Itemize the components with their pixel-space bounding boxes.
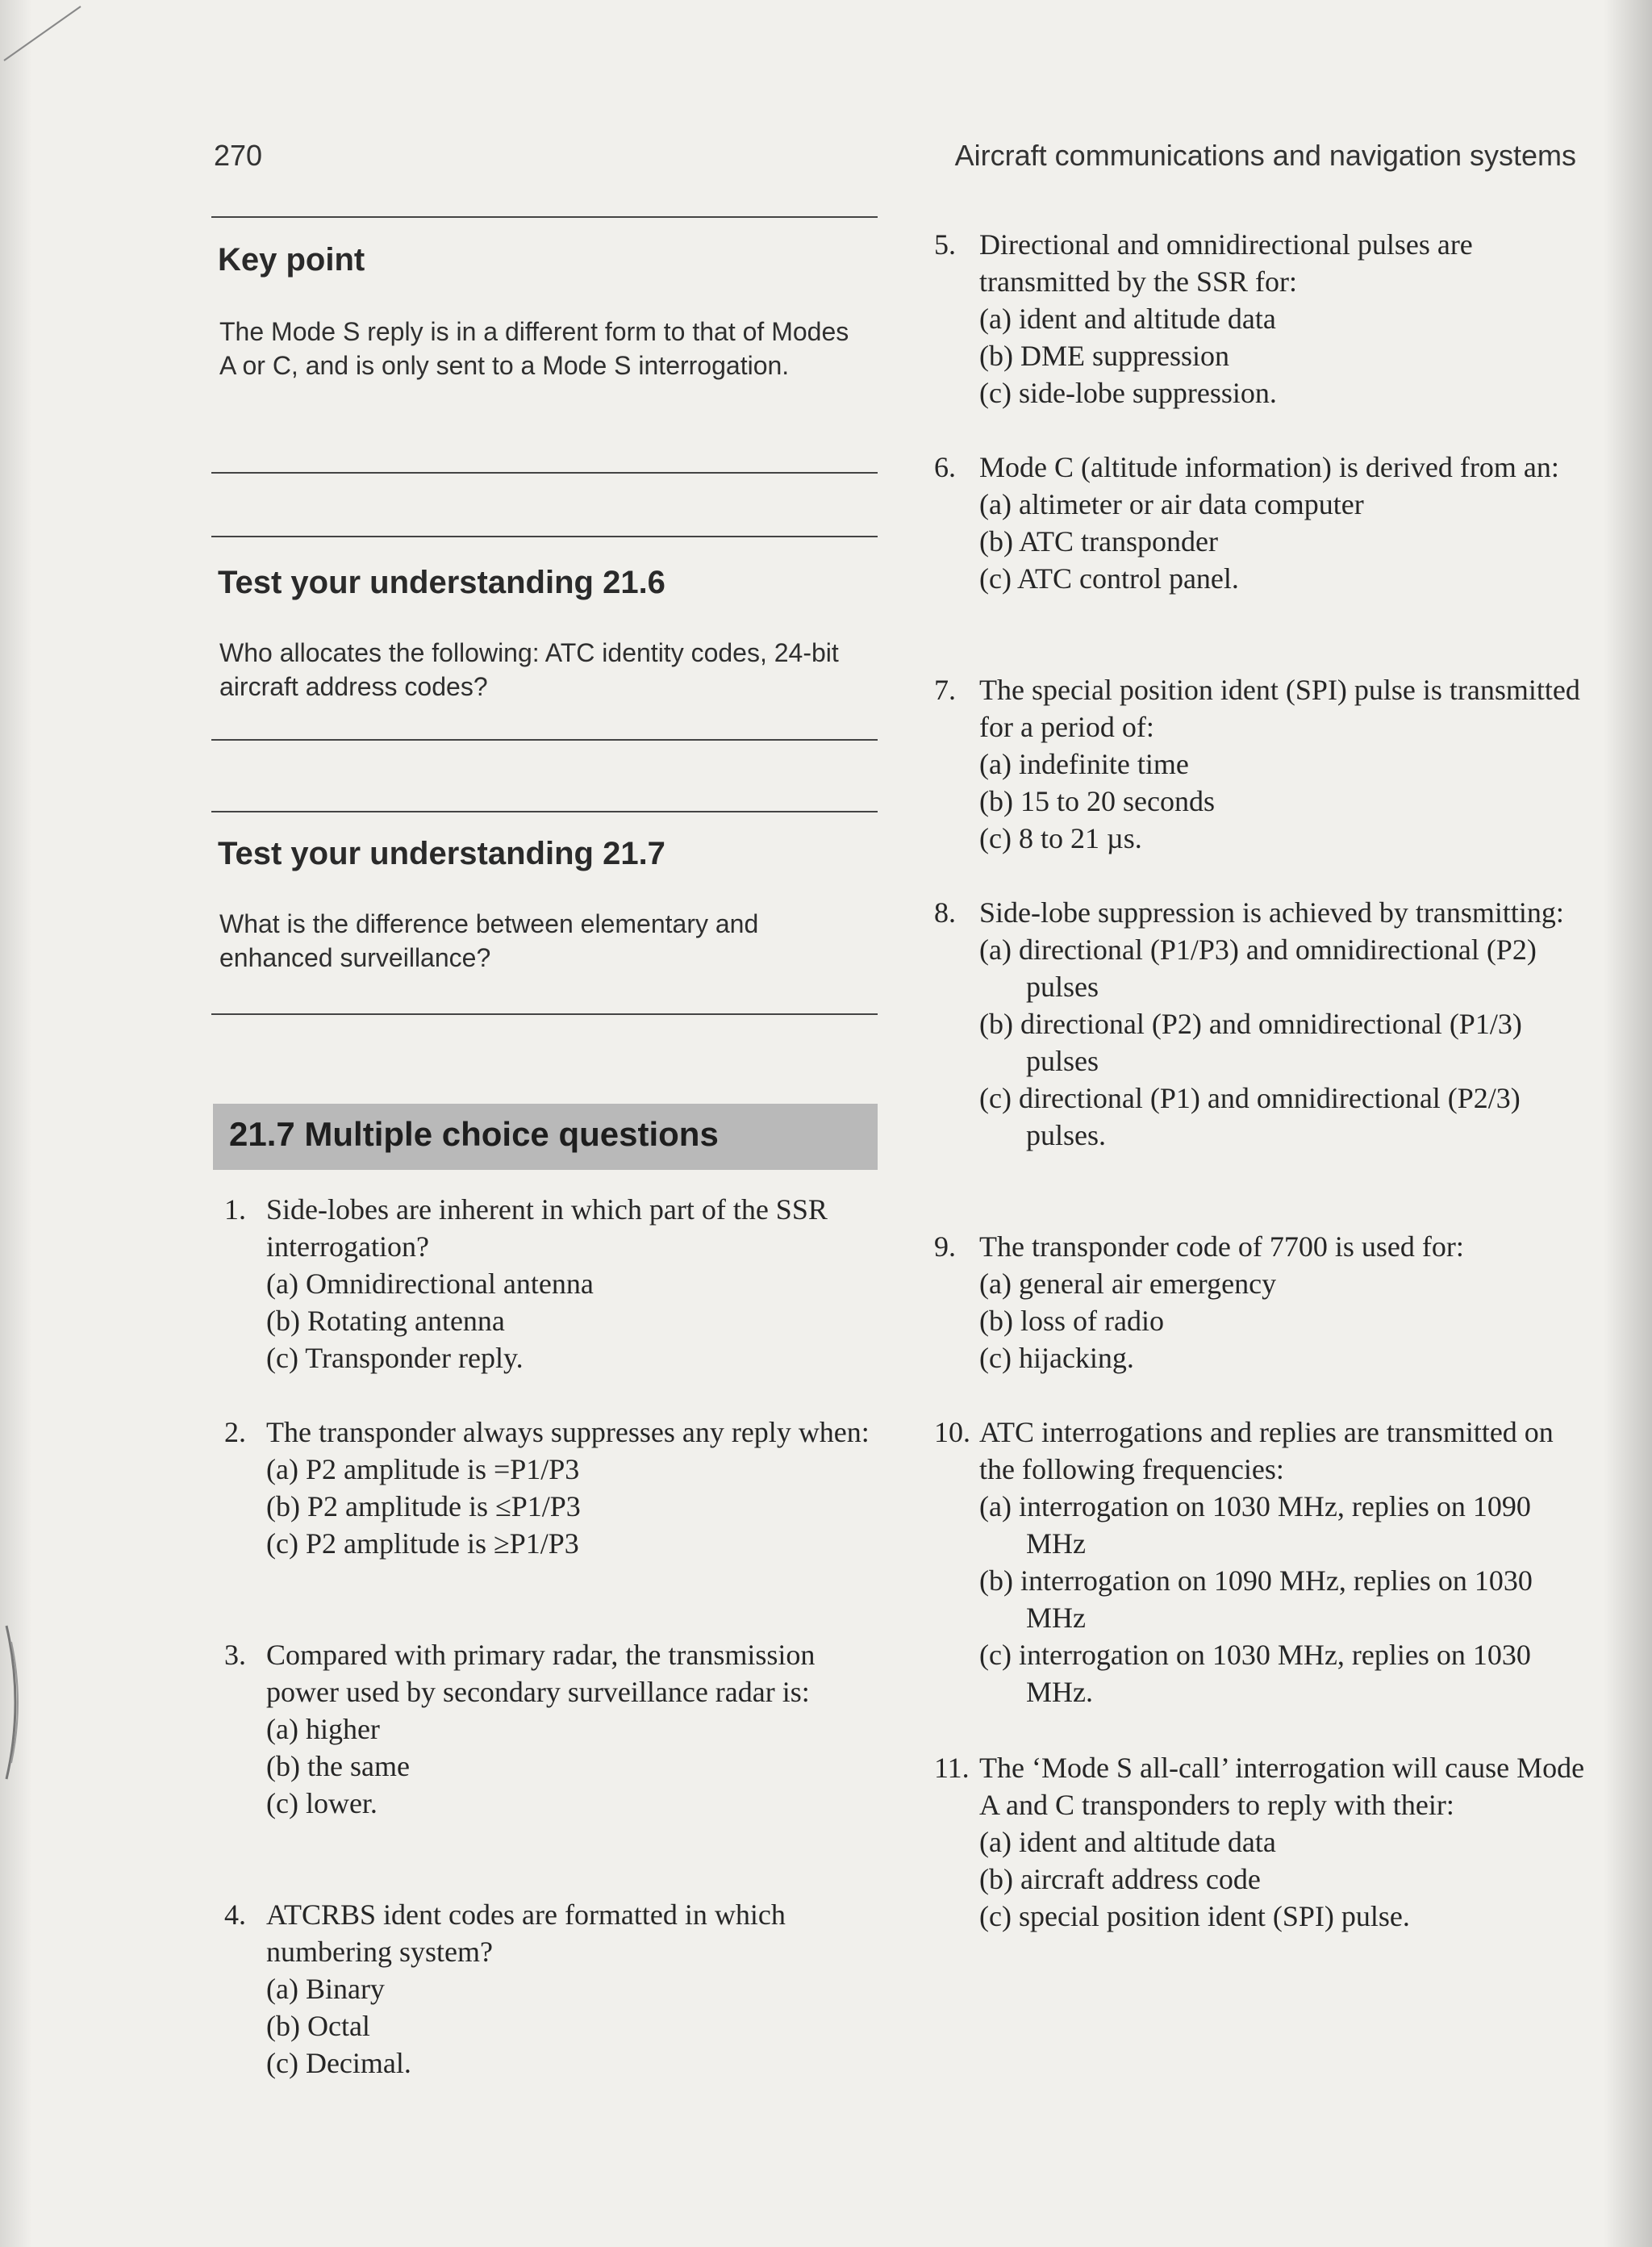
question-option-c: (c) 8 to 21 µs. (979, 822, 1142, 854)
question-number: 9. (934, 1230, 956, 1263)
question-7 (934, 671, 1596, 857)
question-option-b: (b) ATC transponder (979, 525, 1218, 558)
question-option-c: (c) interrogation on 1030 MHz, replies on 1030 MHz. (979, 1639, 1531, 1708)
question-2 (224, 1414, 870, 1562)
tyu-21-6-top-rule (211, 536, 878, 537)
question-option-a: (a) Binary (266, 1973, 385, 2005)
page-shadow-left (0, 0, 32, 2247)
question-8 (934, 894, 1596, 1154)
question-5 (934, 226, 1596, 411)
question-number: 11. (934, 1752, 970, 1784)
question-option-c: (c) ATC control panel. (979, 562, 1239, 595)
question-option-b: (b) P2 amplitude is ≤P1/P3 (266, 1490, 581, 1522)
running-title: Aircraft communications and navigation systems (954, 139, 1576, 172)
question-stem: Side-lobes are inherent in which part of the SSR interrogation? (266, 1193, 828, 1263)
question-number: 4. (224, 1898, 246, 1931)
question-option-a: (a) altimeter or air data computer (979, 488, 1364, 520)
question-stem: Compared with primary radar, the transmission power used by secondary surveillance radar is: (266, 1639, 816, 1708)
question-option-b: (b) Rotating antenna (266, 1305, 505, 1337)
question-stem: Directional and omnidirectional pulses are transmitted by the SSR for: (979, 228, 1473, 298)
question-stem: Side-lobe suppression is achieved by transmitting: (979, 896, 1564, 929)
question-option-a: (a) higher (266, 1713, 380, 1745)
tyu-21-6-bottom-rule (211, 739, 878, 741)
library-stamp-mark (0, 1618, 32, 1787)
corner-scratch-mark (0, 0, 97, 97)
question-option-b: (b) DME suppression (979, 340, 1229, 372)
question-number: 10. (934, 1416, 970, 1448)
question-number: 8. (934, 896, 956, 929)
question-option-c: (c) side-lobe suppression. (979, 377, 1277, 409)
question-11 (934, 1749, 1596, 1935)
question-stem: The transponder always suppresses any reply when: (266, 1416, 870, 1448)
question-number: 3. (224, 1639, 246, 1671)
question-option-c: (c) hijacking. (979, 1342, 1134, 1374)
tyu-21-6-title: Test your understanding 21.6 (218, 565, 665, 600)
question-option-b: (b) interrogation on 1090 MHz, replies on 1030 MHz (979, 1564, 1533, 1634)
question-option-c: (c) directional (P1) and omnidirectional (P2/3) pulses. (979, 1082, 1521, 1151)
tyu-21-7-bottom-rule (211, 1013, 878, 1015)
key-point-bottom-rule (211, 472, 878, 474)
tyu-21-6-body: Who allocates the following: ATC identity codes, 24-bit aircraft address codes? (219, 638, 839, 701)
page-number: 270 (214, 139, 263, 172)
tyu-21-7-title: Test your understanding 21.7 (218, 836, 665, 871)
question-option-b: (b) Octal (266, 2010, 370, 2042)
question-6 (934, 449, 1596, 597)
question-9 (934, 1228, 1596, 1376)
question-number: 1. (224, 1193, 246, 1226)
question-stem: The transponder code of 7700 is used for: (979, 1230, 1464, 1263)
question-option-a: (a) interrogation on 1030 MHz, replies on 1090 MHz (979, 1490, 1531, 1560)
question-option-b: (b) aircraft address code (979, 1863, 1261, 1895)
question-option-c: (c) lower. (266, 1787, 378, 1819)
question-option-c: (c) P2 amplitude is ≥P1/P3 (266, 1527, 579, 1560)
question-option-a: (a) indefinite time (979, 748, 1189, 780)
question-stem: ATCRBS ident codes are formatted in which numbering system? (266, 1898, 786, 1968)
question-number: 6. (934, 451, 956, 483)
question-option-a: (a) directional (P1/P3) and omnidirectional (P2) pulses (979, 933, 1537, 1003)
question-option-b: (b) directional (P2) and omnidirectional (P1/3) pulses (979, 1008, 1522, 1077)
question-option-a: (a) Omnidirectional antenna (266, 1268, 594, 1300)
question-stem: The special position ident (SPI) pulse is transmitted for a period of: (979, 674, 1580, 743)
question-1 (224, 1191, 870, 1376)
question-option-c: (c) Transponder reply. (266, 1342, 524, 1374)
page-shadow-spine (1604, 0, 1652, 2247)
question-option-b: (b) loss of radio (979, 1305, 1164, 1337)
question-option-a: (a) general air emergency (979, 1268, 1277, 1300)
question-option-c: (c) Decimal. (266, 2047, 411, 2079)
question-option-a: (a) ident and altitude data (979, 303, 1276, 335)
key-point-body: The Mode S reply is in a different form to that of Modes A or C, and is only sent to a Mode S interrogation. (219, 317, 849, 380)
key-point-top-rule (211, 216, 878, 218)
section-heading-text: 21.7 Multiple choice questions (229, 1115, 719, 1153)
question-10 (934, 1414, 1596, 1710)
question-option-a: (a) P2 amplitude is =P1/P3 (266, 1453, 580, 1485)
question-number: 2. (224, 1416, 246, 1448)
question-stem: Mode C (altitude information) is derived from an: (979, 451, 1559, 483)
question-option-a: (a) ident and altitude data (979, 1826, 1276, 1858)
question-4 (224, 1896, 870, 2082)
key-point-title: Key point (218, 242, 365, 278)
section-heading (213, 1104, 878, 1170)
question-option-c: (c) special position ident (SPI) pulse. (979, 1900, 1410, 1932)
tyu-21-7-top-rule (211, 811, 878, 812)
question-option-b: (b) 15 to 20 seconds (979, 785, 1215, 817)
tyu-21-7-body: What is the difference between elementary and enhanced surveillance? (219, 909, 759, 972)
question-number: 7. (934, 674, 956, 706)
question-3 (224, 1636, 870, 1822)
question-number: 5. (934, 228, 956, 261)
question-stem: The ‘Mode S all-call’ interrogation will cause Mode A and C transponders to reply with their: (979, 1752, 1585, 1821)
question-stem: ATC interrogations and replies are transmitted on the following frequencies: (979, 1416, 1554, 1485)
question-option-b: (b) the same (266, 1750, 410, 1782)
